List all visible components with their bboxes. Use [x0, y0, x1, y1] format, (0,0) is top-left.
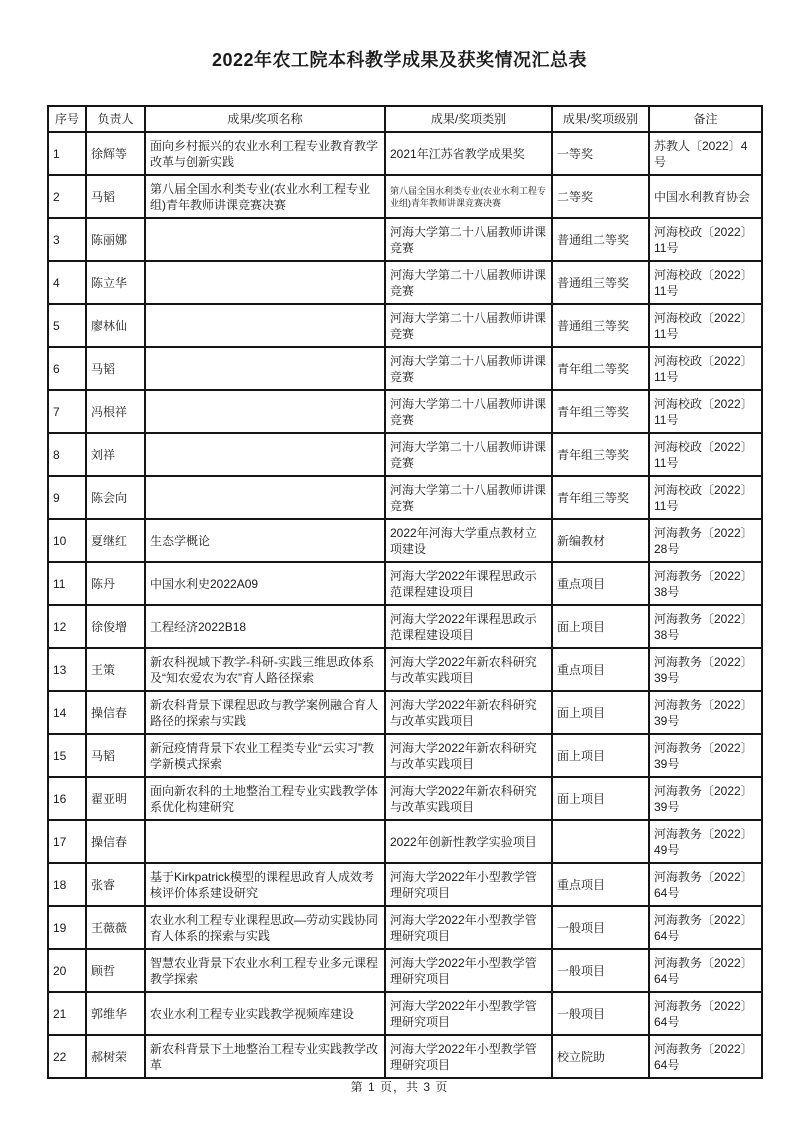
- cell-award-category: 河海大学第二十八届教师讲课竞赛: [385, 261, 552, 304]
- cell-remark: 河海教务〔2022〕39号: [649, 734, 762, 777]
- cell-remark: 河海教务〔2022〕49号: [649, 820, 762, 863]
- table-row: [48, 175, 762, 218]
- cell-remark: 河海教务〔2022〕39号: [649, 648, 762, 691]
- cell-award-category: 河海大学2022年新农科研究与改革实践项目: [385, 691, 552, 734]
- table-row: [48, 562, 762, 605]
- table-row: [48, 476, 762, 519]
- cell-remark: 河海教务〔2022〕38号: [649, 562, 762, 605]
- cell-person: 顾哲: [86, 949, 145, 992]
- cell-award-category: 2022年创新性教学实验项目: [385, 820, 552, 863]
- cell-remark: 河海校政〔2022〕11号: [649, 390, 762, 433]
- cell-person: 马韬: [86, 734, 145, 777]
- cell-award-name: [145, 433, 385, 476]
- cell-award-level: 普通组二等奖: [552, 218, 649, 261]
- cell-index: 5: [48, 304, 86, 347]
- cell-award-category: 河海大学第二十八届教师讲课竞赛: [385, 433, 552, 476]
- cell-award-category: 河海大学2022年新农科研究与改革实践项目: [385, 777, 552, 820]
- cell-award-name: [145, 347, 385, 390]
- cell-person: 王策: [86, 648, 145, 691]
- cell-award-name: 新农科背景下课程思政与教学案例融合育人路径的探索与实践: [145, 691, 385, 734]
- cell-index: 7: [48, 390, 86, 433]
- cell-person: 陈会向: [86, 476, 145, 519]
- cell-award-category: 2021年江苏省教学成果奖: [385, 132, 552, 175]
- awards-summary-table: [47, 105, 763, 1079]
- table-row: [48, 863, 762, 906]
- cell-person: 冯根祥: [86, 390, 145, 433]
- cell-remark: 河海教务〔2022〕64号: [649, 1035, 762, 1078]
- cell-award-name: [145, 476, 385, 519]
- cell-index: 6: [48, 347, 86, 390]
- cell-remark: 河海教务〔2022〕64号: [649, 992, 762, 1035]
- table-row: [48, 777, 762, 820]
- cell-award-level: 面上项目: [552, 777, 649, 820]
- cell-person: 马韬: [86, 347, 145, 390]
- cell-award-category: 河海大学第二十八届教师讲课竞赛: [385, 390, 552, 433]
- column-header-level: 成果/奖项级别: [552, 106, 649, 132]
- cell-award-name: 农业水利工程专业实践教学视频库建设: [145, 992, 385, 1035]
- table-row: [48, 132, 762, 175]
- table-row: [48, 820, 762, 863]
- cell-award-category: 河海大学第二十八届教师讲课竞赛: [385, 476, 552, 519]
- cell-index: 18: [48, 863, 86, 906]
- table-row: [48, 519, 762, 562]
- cell-remark: 河海教务〔2022〕28号: [649, 519, 762, 562]
- cell-award-level: 重点项目: [552, 562, 649, 605]
- cell-award-category: 2022年河海大学重点教材立项建设: [385, 519, 552, 562]
- cell-award-level: 青年组三等奖: [552, 476, 649, 519]
- cell-remark: 河海校政〔2022〕11号: [649, 433, 762, 476]
- cell-award-category: 河海大学2022年小型教学管理研究项目: [385, 992, 552, 1035]
- cell-award-level: 二等奖: [552, 175, 649, 218]
- table-row: [48, 261, 762, 304]
- cell-remark: 河海教务〔2022〕39号: [649, 777, 762, 820]
- table-row: [48, 1035, 762, 1078]
- cell-person: 郝树荣: [86, 1035, 145, 1078]
- cell-award-category: 河海大学2022年小型教学管理研究项目: [385, 949, 552, 992]
- cell-remark: 河海校政〔2022〕11号: [649, 304, 762, 347]
- cell-index: 10: [48, 519, 86, 562]
- cell-award-level: 普通组三等奖: [552, 261, 649, 304]
- table-row: [48, 390, 762, 433]
- table-row: [48, 734, 762, 777]
- cell-award-level: 重点项目: [552, 863, 649, 906]
- cell-remark: 中国水利教育协会: [649, 175, 762, 218]
- cell-award-name: 基于Kirkpatrick模型的课程思政育人成效考核评价体系建设研究: [145, 863, 385, 906]
- cell-remark: 河海教务〔2022〕38号: [649, 605, 762, 648]
- cell-award-name: 面向新农科的土地整治工程专业实践教学体系优化构建研究: [145, 777, 385, 820]
- cell-award-name: 新冠疫情背景下农业工程类专业“云实习”教学新模式探索: [145, 734, 385, 777]
- cell-index: 16: [48, 777, 86, 820]
- column-header-category: 成果/奖项类别: [385, 106, 552, 132]
- cell-award-level: 一等奖: [552, 132, 649, 175]
- table-row: [48, 304, 762, 347]
- cell-award-category: 河海大学第二十八届教师讲课竞赛: [385, 347, 552, 390]
- cell-person: 操信春: [86, 691, 145, 734]
- cell-index: 17: [48, 820, 86, 863]
- cell-award-level: 重点项目: [552, 648, 649, 691]
- cell-award-name: 第八届全国水利类专业(农业水利工程专业组)青年教师讲课竞赛决赛: [145, 175, 385, 218]
- cell-award-category: 第八届全国水利类专业(农业水利工程专业组)青年教师讲课竞赛决赛: [385, 175, 552, 218]
- page-number: 第 1 页，共 3 页: [350, 1080, 449, 1094]
- cell-award-name: [145, 304, 385, 347]
- table-row: [48, 605, 762, 648]
- cell-award-category: 河海大学第二十八届教师讲课竞赛: [385, 218, 552, 261]
- cell-award-name: [145, 218, 385, 261]
- cell-remark: 河海教务〔2022〕64号: [649, 949, 762, 992]
- cell-award-level: 青年组二等奖: [552, 347, 649, 390]
- cell-person: 夏继红: [86, 519, 145, 562]
- cell-person: 陈丽娜: [86, 218, 145, 261]
- table-header-row: [48, 106, 762, 132]
- cell-award-name: 工程经济2022B18: [145, 605, 385, 648]
- column-header-name: 成果/奖项名称: [145, 106, 385, 132]
- cell-person: 翟亚明: [86, 777, 145, 820]
- cell-award-level: 普通组三等奖: [552, 304, 649, 347]
- cell-award-level: 新编教材: [552, 519, 649, 562]
- cell-award-level: 青年组三等奖: [552, 433, 649, 476]
- cell-award-level: [552, 820, 649, 863]
- cell-person: 徐俊增: [86, 605, 145, 648]
- column-header-remark: 备注: [649, 106, 762, 132]
- cell-remark: 河海教务〔2022〕64号: [649, 906, 762, 949]
- cell-index: 4: [48, 261, 86, 304]
- cell-award-category: 河海大学2022年小型教学管理研究项目: [385, 1035, 552, 1078]
- cell-award-name: 面向乡村振兴的农业水利工程专业教育教学改革与创新实践: [145, 132, 385, 175]
- cell-person: 郭维华: [86, 992, 145, 1035]
- table-row: [48, 648, 762, 691]
- cell-award-level: 面上项目: [552, 734, 649, 777]
- cell-award-name: 中国水利史2022A09: [145, 562, 385, 605]
- cell-award-name: 新农科背景下土地整治工程专业实践教学改革: [145, 1035, 385, 1078]
- cell-award-level: 面上项目: [552, 691, 649, 734]
- cell-award-name: 农业水利工程专业课程思政—劳动实践协同育人体系的探索与实践: [145, 906, 385, 949]
- cell-remark: 河海校政〔2022〕11号: [649, 476, 762, 519]
- cell-award-name: 生态学概论: [145, 519, 385, 562]
- cell-index: 9: [48, 476, 86, 519]
- cell-person: 廖林仙: [86, 304, 145, 347]
- cell-person: 操信春: [86, 820, 145, 863]
- table-row: [48, 691, 762, 734]
- cell-award-category: 河海大学2022年课程思政示范课程建设项目: [385, 605, 552, 648]
- cell-award-category: 河海大学2022年新农科研究与改革实践项目: [385, 734, 552, 777]
- table-row: [48, 218, 762, 261]
- table-row: [48, 347, 762, 390]
- cell-index: 21: [48, 992, 86, 1035]
- cell-person: 刘祥: [86, 433, 145, 476]
- cell-remark: 河海校政〔2022〕11号: [649, 218, 762, 261]
- cell-award-level: 青年组三等奖: [552, 390, 649, 433]
- cell-remark: 苏教人〔2022〕4号: [649, 132, 762, 175]
- cell-award-category: 河海大学2022年小型教学管理研究项目: [385, 863, 552, 906]
- cell-person: 张睿: [86, 863, 145, 906]
- cell-award-level: 一般项目: [552, 906, 649, 949]
- cell-index: 3: [48, 218, 86, 261]
- cell-person: 马韬: [86, 175, 145, 218]
- cell-award-name: [145, 390, 385, 433]
- cell-remark: 河海校政〔2022〕11号: [649, 261, 762, 304]
- cell-person: 陈丹: [86, 562, 145, 605]
- table-row: [48, 906, 762, 949]
- cell-award-name: [145, 261, 385, 304]
- cell-award-level: 一般项目: [552, 992, 649, 1035]
- cell-index: 11: [48, 562, 86, 605]
- table-row: [48, 949, 762, 992]
- column-header-index: 序号: [48, 106, 86, 132]
- cell-award-level: 校立院助: [552, 1035, 649, 1078]
- cell-remark: 河海教务〔2022〕64号: [649, 863, 762, 906]
- table-row: [48, 433, 762, 476]
- cell-person: 陈立华: [86, 261, 145, 304]
- cell-index: 22: [48, 1035, 86, 1078]
- cell-award-name: 智慧农业背景下农业水利工程专业多元课程教学探索: [145, 949, 385, 992]
- table-row: [48, 992, 762, 1035]
- cell-remark: 河海校政〔2022〕11号: [649, 347, 762, 390]
- cell-index: 14: [48, 691, 86, 734]
- cell-index: 13: [48, 648, 86, 691]
- page-title: 2022年农工院本科教学成果及获奖情况汇总表: [211, 50, 588, 70]
- cell-index: 1: [48, 132, 86, 175]
- cell-award-category: 河海大学2022年新农科研究与改革实践项目: [385, 648, 552, 691]
- cell-index: 19: [48, 906, 86, 949]
- cell-award-level: 一般项目: [552, 949, 649, 992]
- cell-remark: 河海教务〔2022〕39号: [649, 691, 762, 734]
- cell-person: 徐辉等: [86, 132, 145, 175]
- cell-award-name: 新农科视域下教学-科研-实践三维思政体系及“知农爱农为农”育人路径探索: [145, 648, 385, 691]
- column-header-person: 负责人: [86, 106, 145, 132]
- cell-award-category: 河海大学2022年课程思政示范课程建设项目: [385, 562, 552, 605]
- cell-index: 8: [48, 433, 86, 476]
- cell-index: 15: [48, 734, 86, 777]
- cell-award-level: 面上项目: [552, 605, 649, 648]
- cell-index: 20: [48, 949, 86, 992]
- cell-award-category: 河海大学2022年小型教学管理研究项目: [385, 906, 552, 949]
- cell-award-category: 河海大学第二十八届教师讲课竞赛: [385, 304, 552, 347]
- cell-index: 12: [48, 605, 86, 648]
- cell-award-name: [145, 820, 385, 863]
- cell-person: 王薇薇: [86, 906, 145, 949]
- cell-index: 2: [48, 175, 86, 218]
